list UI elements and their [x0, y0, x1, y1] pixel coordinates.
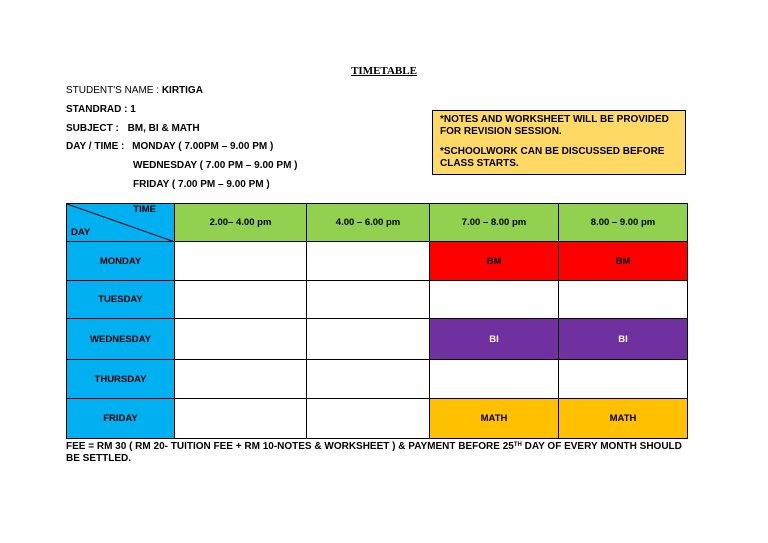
standard-value: 1 — [130, 104, 136, 115]
slot-cell — [175, 360, 307, 399]
day-time-label: DAY / TIME : — [66, 141, 125, 152]
student-name: KIRTIGA — [161, 85, 203, 96]
slot-cell — [559, 281, 688, 319]
slot-cell — [307, 242, 430, 281]
slot-cell: BI — [559, 319, 688, 360]
slot-cell — [307, 319, 430, 360]
table-row — [67, 360, 688, 399]
day-cell: FRIDAY — [67, 399, 175, 439]
slot-cell — [430, 281, 559, 319]
table-row — [67, 399, 688, 439]
timetable-grid — [66, 203, 688, 439]
fee-text: FEE = RM 30 ( RM 20- TUITION FEE + RM 10-NOTES & WORKSHEET ) & PAYMENT BEFORE 25 — [66, 441, 514, 452]
day-cell: MONDAY — [67, 242, 175, 281]
student-name-label: STUDENT'S NAME : — [66, 85, 160, 96]
standard-line — [66, 104, 136, 115]
note-schoolwork: *SCHOOLWORK CAN BE DISCUSSED BEFORE CLASS STARTS. — [440, 146, 665, 169]
fee-text-end: DAY OF EVERY MONTH SHOULD BE SETTLED. — [66, 441, 682, 464]
standard-label: STANDRAD : — [66, 104, 128, 115]
slot-cell: BM — [430, 242, 559, 281]
day-time-line — [66, 141, 273, 152]
note-revision: *NOTES AND WORKSHEET WILL BE PROVIDED FOR REVISION SESSION. — [440, 114, 669, 137]
header-row — [67, 204, 688, 242]
slot-cell: MATH — [559, 399, 688, 439]
time-header: 4.00 – 6.00 pm — [307, 204, 430, 242]
slot-cell: MATH — [430, 399, 559, 439]
slot-cell — [175, 281, 307, 319]
day-cell: THURSDAY — [67, 360, 175, 399]
subject-line — [66, 123, 200, 134]
slot-cell — [175, 319, 307, 360]
corner-time-label: TIME — [133, 204, 156, 215]
slot-cell — [307, 360, 430, 399]
day-time-monday: MONDAY ( 7.00PM – 9.00 PM ) — [132, 141, 274, 152]
corner-day-label: DAY — [71, 227, 91, 238]
slot-cell: BI — [430, 319, 559, 360]
slot-cell — [175, 399, 307, 439]
day-cell: WEDNESDAY — [67, 319, 175, 360]
notes-box — [432, 110, 686, 175]
table-row — [67, 281, 688, 319]
page-title: TIMETABLE — [351, 65, 417, 77]
time-header: 2.00– 4.00 pm — [175, 204, 307, 242]
corner-cell — [67, 204, 175, 242]
time-header: 7.00 – 8.00 pm — [430, 204, 559, 242]
slot-cell — [307, 399, 430, 439]
day-cell: TUESDAY — [67, 281, 175, 319]
subject-value: BM, BI & MATH — [127, 123, 200, 134]
slot-cell: BM — [559, 242, 688, 281]
slot-cell — [430, 360, 559, 399]
fee-note — [66, 441, 696, 465]
day-time-wednesday: WEDNESDAY ( 7.00 PM – 9.00 PM ) — [133, 160, 298, 171]
student-name-line — [66, 85, 203, 96]
time-header: 8.00 – 9.00 pm — [559, 204, 688, 242]
subject-label: SUBJECT : — [66, 123, 119, 134]
day-time-friday-line — [133, 179, 270, 190]
table-row — [67, 242, 688, 281]
slot-cell — [559, 360, 688, 399]
day-time-wednesday-line — [133, 160, 298, 171]
table-row — [67, 319, 688, 360]
slot-cell — [175, 242, 307, 281]
slot-cell — [307, 281, 430, 319]
fee-superscript: TH — [513, 442, 522, 448]
day-time-friday: FRIDAY ( 7.00 PM – 9.00 PM ) — [133, 179, 270, 190]
